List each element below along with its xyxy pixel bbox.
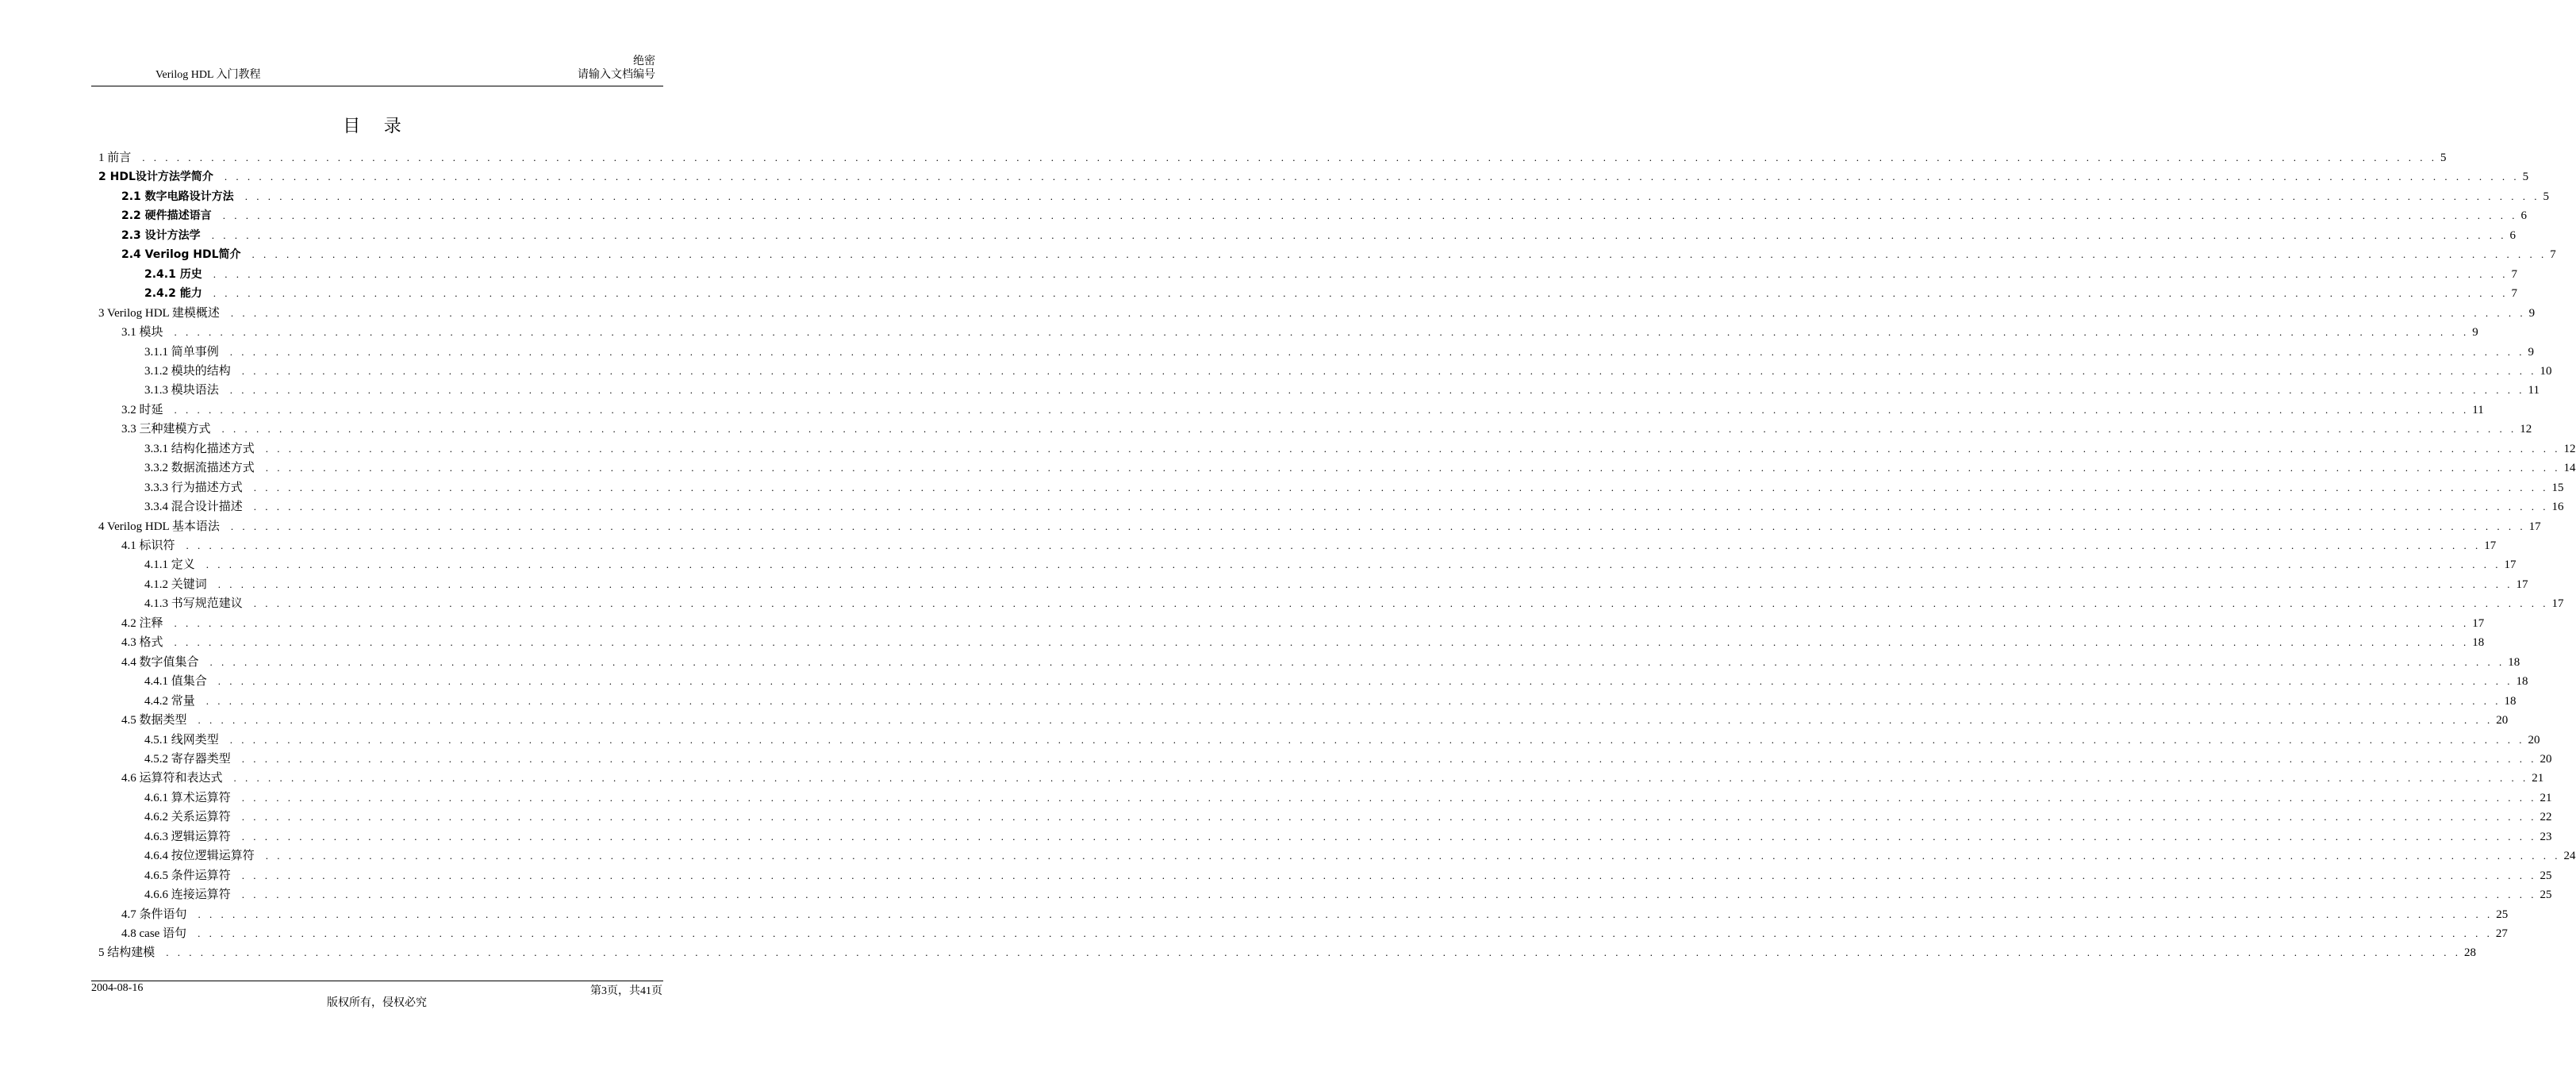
toc-entry-page: 7: [2511, 267, 2517, 281]
toc-entry[interactable]: [144, 786, 2552, 805]
toc-entry-page: 25: [2540, 869, 2552, 882]
toc-entry[interactable]: [121, 766, 2544, 785]
toc-entry[interactable]: [144, 359, 2552, 378]
toc-entry-page: 22: [2540, 811, 2552, 824]
toc-leader-dots: . . . . . . . . . . . . . . . . . . . . . . . . . . . . . . . . . . . . . . . . . . . . . . . . . . . . . . . . . . . . . . . . . . . . . . . . . . . . . . . . . . . . . . . . . . . . . . . . . . . . . . . . . . . . . . . . . . . . . . . . . . . . . . . . . . . . . . . . . . . . . . . . . . . . . . . . . . . . . . . . . . . . . . . . . . . . . . . . . . . . . . . . . . . . . . . . . . . . . . . .: [186, 539, 2482, 551]
toc-entry[interactable]: [144, 456, 2576, 475]
toc-entry[interactable]: [144, 263, 2517, 282]
toc-entry[interactable]: [144, 689, 2516, 708]
toc-leader-dots: . . . . . . . . . . . . . . . . . . . . . . . . . . . . . . . . . . . . . . . . . . . . . . . . . . . . . . . . . . . . . . . . . . . . . . . . . . . . . . . . . . . . . . . . . . . . . . . . . . . . . . . . . . . . . . . . . . . . . . . . . . . . . . . . . . . . . . . . . . . . . . . . . . . . . . . . . . . . . . . . . . . . . . . . . . . . . . . . . . . . . . . . . . . . . . . . . . . . . . . .: [211, 228, 2507, 241]
toc-leader-dots: . . . . . . . . . . . . . . . . . . . . . . . . . . . . . . . . . . . . . . . . . . . . . . . . . . . . . . . . . . . . . . . . . . . . . . . . . . . . . . . . . . . . . . . . . . . . . . . . . . . . . . . . . . . . . . . . . . . . . . . . . . . . . . . . . . . . . . . . . . . . . . . . . . . . . . . . . . . . . . . . . . . . . . . . . . . . . . . . . . . . . . . . . . . . . . . . . . . . . . . .: [253, 481, 2549, 493]
toc-entry-page: 9: [2528, 306, 2536, 320]
toc-entry[interactable]: [144, 670, 2528, 689]
toc-entry-label: 3.1.1 简单事例: [144, 345, 219, 359]
toc-entry-label: 3.1.2 模块的结构: [144, 364, 231, 378]
toc-entry[interactable]: [144, 805, 2552, 824]
toc-entry-page: 5: [2543, 190, 2549, 203]
toc-entry-page: 11: [2528, 384, 2540, 397]
toc-entry-page: 18: [2508, 655, 2520, 669]
toc-entry[interactable]: [121, 903, 2509, 922]
toc-entry-label: 2 HDL设计方法学简介: [98, 171, 213, 184]
toc-entry-label: 3.2 时延: [121, 403, 163, 416]
toc-entry-page: 18: [2516, 675, 2528, 689]
toc-leader-dots: . . . . . . . . . . . . . . . . . . . . . . . . . . . . . . . . . . . . . . . . . . . . . . . . . . . . . . . . . . . . . . . . . . . . . . . . . . . . . . . . . . . . . . . . . . . . . . . . . . . . . . . . . . . . . . . . . . . . . . . . . . . . . . . . . . . . . . . . . . . . . . . . . . . . . . . . . . . . . . . . . . . . . . . . . . . . . . . . . . . . . . . . . . . . . . . . . . . . . . . .: [213, 287, 2509, 300]
toc-leader-dots: . . . . . . . . . . . . . . . . . . . . . . . . . . . . . . . . . . . . . . . . . . . . . . . . . . . . . . . . . . . . . . . . . . . . . . . . . . . . . . . . . . . . . . . . . . . . . . . . . . . . . . . . . . . . . . . . . . . . . . . . . . . . . . . . . . . . . . . . . . . . . . . . . . . . . . . . . . . . . . . . . . . . . . . . . . . . . . . . . . . . . . . . . . . . . . . . . . . . . . . .: [229, 345, 2525, 358]
toc-entry[interactable]: [121, 534, 2497, 553]
toc-entry[interactable]: [121, 320, 2478, 340]
toc-entry-label: 3.3.1 结构化描述方式: [144, 442, 255, 455]
toc-leader-dots: . . . . . . . . . . . . . . . . . . . . . . . . . . . . . . . . . . . . . . . . . . . . . . . . . . . . . . . . . . . . . . . . . . . . . . . . . . . . . . . . . . . . . . . . . . . . . . . . . . . . . . . . . . . . . . . . . . . . . . . . . . . . . . . . . . . . . . . . . . . . . . . . . . . . . . . . . . . . . . . . . . . . . . . . . . . . . . . . . . . . . . . . . . . . . . . . . . . . . . . .: [142, 152, 2438, 163]
toc-entry[interactable]: [144, 437, 2576, 456]
toc-entry-page: 21: [2532, 772, 2544, 785]
footer-copyright: 版权所有，侵权必究: [327, 997, 427, 1009]
toc-entry-label: 4.4.1 值集合: [144, 675, 207, 689]
toc-entry-page: 17: [2516, 578, 2528, 591]
toc-leader-dots: . . . . . . . . . . . . . . . . . . . . . . . . . . . . . . . . . . . . . . . . . . . . . . . . . . . . . . . . . . . . . . . . . . . . . . . . . . . . . . . . . . . . . . . . . . . . . . . . . . . . . . . . . . . . . . . . . . . . . . . . . . . . . . . . . . . . . . . . . . . . . . . . . . . . . . . . . . . . . . . . . . . . . . . . . . . . . . . . . . . . . . . . . . . . . . . . . . . . . . . .: [241, 752, 2537, 765]
toc-entry[interactable]: [144, 573, 2528, 592]
toc-leader-dots: . . . . . . . . . . . . . . . . . . . . . . . . . . . . . . . . . . . . . . . . . . . . . . . . . . . . . . . . . . . . . . . . . . . . . . . . . . . . . . . . . . . . . . . . . . . . . . . . . . . . . . . . . . . . . . . . . . . . . . . . . . . . . . . . . . . . . . . . . . . . . . . . . . . . . . . . . . . . . . . . . . . . . . . . . . . . . . . . . . . . . . . . . . . . . . . . . . . . . . . .: [265, 442, 2561, 455]
toc-entry-page: 21: [2540, 791, 2552, 804]
toc-entry-label: 4.2 注释: [121, 616, 163, 630]
header-classification: 绝密: [633, 56, 655, 67]
toc-leader-dots: . . . . . . . . . . . . . . . . . . . . . . . . . . . . . . . . . . . . . . . . . . . . . . . . . . . . . . . . . . . . . . . . . . . . . . . . . . . . . . . . . . . . . . . . . . . . . . . . . . . . . . . . . . . . . . . . . . . . . . . . . . . . . . . . . . . . . . . . . . . . . . . . . . . . . . . . . . . . . . . . . . . . . . . . . . . . . . . . . . . . . . . . . . . . . . . . . . . . . . . .: [217, 578, 2513, 590]
toc-leader-dots: . . . . . . . . . . . . . . . . . . . . . . . . . . . . . . . . . . . . . . . . . . . . . . . . . . . . . . . . . . . . . . . . . . . . . . . . . . . . . . . . . . . . . . . . . . . . . . . . . . . . . . . . . . . . . . . . . . . . . . . . . . . . . . . . . . . . . . . . . . . . . . . . . . . . . . . . . . . . . . . . . . . . . . . . . . . . . . . . . . . . . . . . . . . . . . . . . . . . . . . .: [241, 791, 2537, 804]
footer-date: 2004-08-16: [91, 982, 144, 994]
toc-leader-dots: . . . . . . . . . . . . . . . . . . . . . . . . . . . . . . . . . . . . . . . . . . . . . . . . . . . . . . . . . . . . . . . . . . . . . . . . . . . . . . . . . . . . . . . . . . . . . . . . . . . . . . . . . . . . . . . . . . . . . . . . . . . . . . . . . . . . . . . . . . . . . . . . . . . . . . . . . . . . . . . . . . . . . . . . . . . . . . . . . . . . . . . . . . . . . . . . . . . . . . . .: [253, 501, 2549, 513]
toc-entry[interactable]: [144, 282, 2517, 301]
toc-entry-page: 17: [2484, 539, 2497, 552]
toc-entry-page: 7: [2511, 287, 2517, 301]
toc-entry-label: 3.3.2 数据流描述方式: [144, 462, 255, 475]
toc-entry-page: 5: [2440, 152, 2447, 164]
toc-entry[interactable]: [144, 883, 2552, 902]
toc-leader-dots: . . . . . . . . . . . . . . . . . . . . . . . . . . . . . . . . . . . . . . . . . . . . . . . . . . . . . . . . . . . . . . . . . . . . . . . . . . . . . . . . . . . . . . . . . . . . . . . . . . . . . . . . . . . . . . . . . . . . . . . . . . . . . . . . . . . . . . . . . . . . . . . . . . . . . . . . . . . . . . . . . . . . . . . . . . . . . . . . . . . . . . . . . . . . . . . . . . . . . . . .: [174, 403, 2470, 416]
toc-leader-dots: . . . . . . . . . . . . . . . . . . . . . . . . . . . . . . . . . . . . . . . . . . . . . . . . . . . . . . . . . . . . . . . . . . . . . . . . . . . . . . . . . . . . . . . . . . . . . . . . . . . . . . . . . . . . . . . . . . . . . . . . . . . . . . . . . . . . . . . . . . . . . . . . . . . . . . . . . . . . . . . . . . . . . . . . . . . . . . . . . . . . . . . . . . . . . . . . . . . . . . . .: [253, 597, 2549, 610]
toc-leader-dots: . . . . . . . . . . . . . . . . . . . . . . . . . . . . . . . . . . . . . . . . . . . . . . . . . . . . . . . . . . . . . . . . . . . . . . . . . . . . . . . . . . . . . . . . . . . . . . . . . . . . . . . . . . . . . . . . . . . . . . . . . . . . . . . . . . . . . . . . . . . . . . . . . . . . . . . . . . . . . . . . . . . . . . . . . . . . . . . . . . . . . . . . . . . . . . . . . . . . . . . .: [229, 384, 2525, 397]
toc-entry-label: 2.1 数字电路设计方法: [121, 190, 234, 203]
toc-entry[interactable]: [121, 417, 2532, 436]
toc-entry-label: 4.1.2 关键词: [144, 578, 207, 591]
toc-entry-page: 15: [2551, 481, 2564, 494]
toc-entry-page: 6: [2520, 209, 2527, 223]
toc-entry-page: 20: [2528, 733, 2540, 747]
toc-entry[interactable]: [121, 398, 2484, 417]
toc-entry-page: 18: [2472, 636, 2485, 650]
toc-entry-label: 2.4.1 历史: [144, 267, 202, 281]
toc-entry-label: 4.5 数据类型: [121, 714, 187, 727]
toc-entry-label: 4.4.2 常量: [144, 694, 195, 708]
toc-leader-dots: . . . . . . . . . . . . . . . . . . . . . . . . . . . . . . . . . . . . . . . . . . . . . . . . . . . . . . . . . . . . . . . . . . . . . . . . . . . . . . . . . . . . . . . . . . . . . . . . . . . . . . . . . . . . . . . . . . . . . . . . . . . . . . . . . . . . . . . . . . . . . . . . . . . . . . . . . . . . . . . . . . . . . . . . . . . . . . . . . . . . . . . . . . . . . . . . . . . . . . . .: [198, 927, 2493, 939]
toc-entry-page: 10: [2540, 364, 2552, 378]
toc-entry-label: 4.5.1 线网类型: [144, 733, 219, 747]
toc-entry-page: 23: [2540, 830, 2552, 843]
toc-entry-label: 3.1 模块: [121, 326, 163, 340]
toc-entry-label: 4.6.5 条件运算符: [144, 869, 231, 882]
toc-entry-label: 4.6.3 逻辑运算符: [144, 830, 231, 843]
toc-entry[interactable]: [144, 728, 2540, 747]
toc-entry-page: 25: [2540, 889, 2552, 902]
toc-entry[interactable]: [121, 631, 2485, 650]
toc-leader-dots: . . . . . . . . . . . . . . . . . . . . . . . . . . . . . . . . . . . . . . . . . . . . . . . . . . . . . . . . . . . . . . . . . . . . . . . . . . . . . . . . . . . . . . . . . . . . . . . . . . . . . . . . . . . . . . . . . . . . . . . . . . . . . . . . . . . . . . . . . . . . . . . . . . . . . . . . . . . . . . . . . . . . . . . . . . . . . . . . . . . . . . . . . . . . . . . . . . . . . . . .: [265, 462, 2561, 474]
toc-leader-dots: . . . . . . . . . . . . . . . . . . . . . . . . . . . . . . . . . . . . . . . . . . . . . . . . . . . . . . . . . . . . . . . . . . . . . . . . . . . . . . . . . . . . . . . . . . . . . . . . . . . . . . . . . . . . . . . . . . . . . . . . . . . . . . . . . . . . . . . . . . . . . . . . . . . . . . . . . . . . . . . . . . . . . . . . . . . . . . . . . . . . . . . . . . . . . . . . . . . . . . . .: [221, 423, 2517, 436]
toc-entry[interactable]: [121, 185, 2549, 204]
toc-leader-dots: . . . . . . . . . . . . . . . . . . . . . . . . . . . . . . . . . . . . . . . . . . . . . . . . . . . . . . . . . . . . . . . . . . . . . . . . . . . . . . . . . . . . . . . . . . . . . . . . . . . . . . . . . . . . . . . . . . . . . . . . . . . . . . . . . . . . . . . . . . . . . . . . . . . . . . . . . . . . . . . . . . . . . . . . . . . . . . . . . . . . . . . . . . . . . . . . . . . . . . . .: [224, 171, 2520, 183]
toc-entry[interactable]: [121, 708, 2509, 727]
toc-entry-page: 9: [2528, 345, 2535, 359]
toc-leader-dots: . . . . . . . . . . . . . . . . . . . . . . . . . . . . . . . . . . . . . . . . . . . . . . . . . . . . . . . . . . . . . . . . . . . . . . . . . . . . . . . . . . . . . . . . . . . . . . . . . . . . . . . . . . . . . . . . . . . . . . . . . . . . . . . . . . . . . . . . . . . . . . . . . . . . . . . . . . . . . . . . . . . . . . . . . . . . . . . . . . . . . . . . . . . . . . . . . . . . . . . .: [241, 830, 2537, 842]
toc-leader-dots: . . . . . . . . . . . . . . . . . . . . . . . . . . . . . . . . . . . . . . . . . . . . . . . . . . . . . . . . . . . . . . . . . . . . . . . . . . . . . . . . . . . . . . . . . . . . . . . . . . . . . . . . . . . . . . . . . . . . . . . . . . . . . . . . . . . . . . . . . . . . . . . . . . . . . . . . . . . . . . . . . . . . . . . . . . . . . . . . . . . . . . . . . . . . . . . . . . . . . . . .: [241, 869, 2537, 881]
toc-entry[interactable]: [144, 825, 2552, 844]
toc-entry[interactable]: [121, 204, 2527, 223]
toc-entry[interactable]: [144, 592, 2564, 611]
toc-entry-label: 3 Verilog HDL 建模概述: [98, 306, 220, 320]
toc-leader-dots: . . . . . . . . . . . . . . . . . . . . . . . . . . . . . . . . . . . . . . . . . . . . . . . . . . . . . . . . . . . . . . . . . . . . . . . . . . . . . . . . . . . . . . . . . . . . . . . . . . . . . . . . . . . . . . . . . . . . . . . . . . . . . . . . . . . . . . . . . . . . . . . . . . . . . . . . . . . . . . . . . . . . . . . . . . . . . . . . . . . . . . . . . . . . . . . . . . . . . . . .: [198, 908, 2493, 920]
toc-entry-label: 4.5.2 寄存器类型: [144, 752, 231, 766]
toc-entry[interactable]: [144, 378, 2540, 397]
toc-entry-page: 14: [2563, 462, 2576, 475]
toc-entry-page: 27: [2495, 927, 2508, 940]
toc-entry-label: 2.3 设计方法学: [121, 228, 201, 242]
toc-entry[interactable]: [144, 864, 2552, 883]
toc-entry-label: 4.6.2 关系运算符: [144, 811, 231, 824]
toc-entry-page: 18: [2504, 694, 2516, 708]
toc-entry[interactable]: [144, 476, 2564, 495]
toc-leader-dots: . . . . . . . . . . . . . . . . . . . . . . . . . . . . . . . . . . . . . . . . . . . . . . . . . . . . . . . . . . . . . . . . . . . . . . . . . . . . . . . . . . . . . . . . . . . . . . . . . . . . . . . . . . . . . . . . . . . . . . . . . . . . . . . . . . . . . . . . . . . . . . . . . . . . . . . . . . . . . . . . . . . . . . . . . . . . . . . . . . . . . . . . . . . . . . . . . . . . . . . .: [198, 714, 2493, 727]
toc-entry[interactable]: [144, 747, 2552, 766]
toc-entry-label: 4.6.6 连接运算符: [144, 889, 231, 902]
toc-entry-label: 4.3 格式: [121, 636, 163, 650]
toc-entry-label: 4.6 运算符和表达式: [121, 772, 223, 785]
toc-leader-dots: . . . . . . . . . . . . . . . . . . . . . . . . . . . . . . . . . . . . . . . . . . . . . . . . . . . . . . . . . . . . . . . . . . . . . . . . . . . . . . . . . . . . . . . . . . . . . . . . . . . . . . . . . . . . . . . . . . . . . . . . . . . . . . . . . . . . . . . . . . . . . . . . . . . . . . . . . . . . . . . . . . . . . . . . . . . . . . . . . . . . . . . . . . . . . . . . . . . . . . . .: [241, 811, 2537, 823]
toc-entry-page: 24: [2563, 850, 2576, 863]
toc-entry-label: 3.3.4 混合设计描述: [144, 501, 243, 514]
toc-leader-dots: . . . . . . . . . . . . . . . . . . . . . . . . . . . . . . . . . . . . . . . . . . . . . . . . . . . . . . . . . . . . . . . . . . . . . . . . . . . . . . . . . . . . . . . . . . . . . . . . . . . . . . . . . . . . . . . . . . . . . . . . . . . . . . . . . . . . . . . . . . . . . . . . . . . . . . . . . . . . . . . . . . . . . . . . . . . . . . . . . . . . . . . . . . . . . . . . . . . . . . . .: [209, 655, 2505, 668]
toc-entry-label: 3.3.3 行为描述方式: [144, 481, 243, 494]
toc-leader-dots: . . . . . . . . . . . . . . . . . . . . . . . . . . . . . . . . . . . . . . . . . . . . . . . . . . . . . . . . . . . . . . . . . . . . . . . . . . . . . . . . . . . . . . . . . . . . . . . . . . . . . . . . . . . . . . . . . . . . . . . . . . . . . . . . . . . . . . . . . . . . . . . . . . . . . . . . . . . . . . . . . . . . . . . . . . . . . . . . . . . . . . . . . . . . . . . . . . . . . . . .: [166, 946, 2462, 959]
toc-entry-label: 4.1.3 书写规范建议: [144, 597, 243, 611]
toc-leader-dots: . . . . . . . . . . . . . . . . . . . . . . . . . . . . . . . . . . . . . . . . . . . . . . . . . . . . . . . . . . . . . . . . . . . . . . . . . . . . . . . . . . . . . . . . . . . . . . . . . . . . . . . . . . . . . . . . . . . . . . . . . . . . . . . . . . . . . . . . . . . . . . . . . . . . . . . . . . . . . . . . . . . . . . . . . . . . . . . . . . . . . . . . . . . . . . . . . . . . . . . .: [205, 558, 2501, 571]
toc-entry-page: 28: [2464, 946, 2477, 960]
toc-entry[interactable]: [144, 844, 2576, 863]
toc-entry-page: 16: [2551, 501, 2564, 514]
toc-entry[interactable]: [121, 922, 2508, 941]
toc-entry-page: 12: [2563, 442, 2576, 455]
toc-leader-dots: . . . . . . . . . . . . . . . . . . . . . . . . . . . . . . . . . . . . . . . . . . . . . . . . . . . . . . . . . . . . . . . . . . . . . . . . . . . . . . . . . . . . . . . . . . . . . . . . . . . . . . . . . . . . . . . . . . . . . . . . . . . . . . . . . . . . . . . . . . . . . . . . . . . . . . . . . . . . . . . . . . . . . . . . . . . . . . . . . . . . . . . . . . . . . . . . . . . . . . . .: [222, 209, 2518, 222]
toc-leader-dots: . . . . . . . . . . . . . . . . . . . . . . . . . . . . . . . . . . . . . . . . . . . . . . . . . . . . . . . . . . . . . . . . . . . . . . . . . . . . . . . . . . . . . . . . . . . . . . . . . . . . . . . . . . . . . . . . . . . . . . . . . . . . . . . . . . . . . . . . . . . . . . . . . . . . . . . . . . . . . . . . . . . . . . . . . . . . . . . . . . . . . . . . . . . . . . . . . . . . . . . .: [265, 850, 2561, 862]
toc-entry-label: 3.3 三种建模方式: [121, 423, 211, 436]
toc-entry-page: 17: [2472, 616, 2485, 630]
toc-entry-page: 12: [2520, 423, 2532, 436]
toc-entry-page: 17: [2528, 520, 2541, 533]
toc-leader-dots: . . . . . . . . . . . . . . . . . . . . . . . . . . . . . . . . . . . . . . . . . . . . . . . . . . . . . . . . . . . . . . . . . . . . . . . . . . . . . . . . . . . . . . . . . . . . . . . . . . . . . . . . . . . . . . . . . . . . . . . . . . . . . . . . . . . . . . . . . . . . . . . . . . . . . . . . . . . . . . . . . . . . . . . . . . . . . . . . . . . . . . . . . . . . . . . . . . . . . . . .: [233, 772, 2529, 785]
toc-entry[interactable]: [98, 165, 2529, 184]
toc-leader-dots: . . . . . . . . . . . . . . . . . . . . . . . . . . . . . . . . . . . . . . . . . . . . . . . . . . . . . . . . . . . . . . . . . . . . . . . . . . . . . . . . . . . . . . . . . . . . . . . . . . . . . . . . . . . . . . . . . . . . . . . . . . . . . . . . . . . . . . . . . . . . . . . . . . . . . . . . . . . . . . . . . . . . . . . . . . . . . . . . . . . . . . . . . . . . . . . . . . . . . . . .: [241, 889, 2537, 901]
toc-entry[interactable]: [121, 612, 2485, 631]
toc-entry-label: 1 前言: [98, 152, 132, 164]
toc-leader-dots: . . . . . . . . . . . . . . . . . . . . . . . . . . . . . . . . . . . . . . . . . . . . . . . . . . . . . . . . . . . . . . . . . . . . . . . . . . . . . . . . . . . . . . . . . . . . . . . . . . . . . . . . . . . . . . . . . . . . . . . . . . . . . . . . . . . . . . . . . . . . . . . . . . . . . . . . . . . . . . . . . . . . . . . . . . . . . . . . . . . . . . . . . . . . . . . . . . . . . . . .: [251, 248, 2547, 261]
toc-entry-page: 11: [2472, 403, 2484, 416]
toc-entry-label: 2.4 Verilog HDL简介: [121, 248, 241, 262]
toc-leader-dots: . . . . . . . . . . . . . . . . . . . . . . . . . . . . . . . . . . . . . . . . . . . . . . . . . . . . . . . . . . . . . . . . . . . . . . . . . . . . . . . . . . . . . . . . . . . . . . . . . . . . . . . . . . . . . . . . . . . . . . . . . . . . . . . . . . . . . . . . . . . . . . . . . . . . . . . . . . . . . . . . . . . . . . . . . . . . . . . . . . . . . . . . . . . . . . . . . . . . . . . .: [213, 267, 2509, 280]
toc-entry-label: 4.1 标识符: [121, 539, 175, 552]
toc-leader-dots: . . . . . . . . . . . . . . . . . . . . . . . . . . . . . . . . . . . . . . . . . . . . . . . . . . . . . . . . . . . . . . . . . . . . . . . . . . . . . . . . . . . . . . . . . . . . . . . . . . . . . . . . . . . . . . . . . . . . . . . . . . . . . . . . . . . . . . . . . . . . . . . . . . . . . . . . . . . . . . . . . . . . . . . . . . . . . . . . . . . . . . . . . . . . . . . . . . . . . . . .: [174, 636, 2470, 649]
toc-entry-label: 3.1.3 模块语法: [144, 384, 219, 397]
toc-entry-page: 17: [2504, 558, 2516, 572]
toc-leader-dots: . . . . . . . . . . . . . . . . . . . . . . . . . . . . . . . . . . . . . . . . . . . . . . . . . . . . . . . . . . . . . . . . . . . . . . . . . . . . . . . . . . . . . . . . . . . . . . . . . . . . . . . . . . . . . . . . . . . . . . . . . . . . . . . . . . . . . . . . . . . . . . . . . . . . . . . . . . . . . . . . . . . . . . . . . . . . . . . . . . . . . . . . . . . . . . . . . . . . . . . .: [230, 520, 2526, 532]
toc-entry-label: 4.7 条件语句: [121, 908, 187, 921]
toc-entry-page: 6: [2509, 228, 2516, 242]
toc-leader-dots: . . . . . . . . . . . . . . . . . . . . . . . . . . . . . . . . . . . . . . . . . . . . . . . . . . . . . . . . . . . . . . . . . . . . . . . . . . . . . . . . . . . . . . . . . . . . . . . . . . . . . . . . . . . . . . . . . . . . . . . . . . . . . . . . . . . . . . . . . . . . . . . . . . . . . . . . . . . . . . . . . . . . . . . . . . . . . . . . . . . . . . . . . . . . . . . . . . . . . . . .: [174, 616, 2470, 629]
toc-entry-page: 20: [2540, 752, 2552, 766]
toc-leader-dots: . . . . . . . . . . . . . . . . . . . . . . . . . . . . . . . . . . . . . . . . . . . . . . . . . . . . . . . . . . . . . . . . . . . . . . . . . . . . . . . . . . . . . . . . . . . . . . . . . . . . . . . . . . . . . . . . . . . . . . . . . . . . . . . . . . . . . . . . . . . . . . . . . . . . . . . . . . . . . . . . . . . . . . . . . . . . . . . . . . . . . . . . . . . . . . . . . . . . . . . .: [244, 190, 2540, 202]
toc-entry-page: 20: [2496, 714, 2509, 727]
toc-entry[interactable]: [98, 146, 2447, 165]
header-doc-title: Verilog HDL 入门教程: [155, 69, 261, 81]
toc-entry-label: 4.4 数字值集合: [121, 655, 199, 669]
toc-entry[interactable]: [98, 515, 2541, 534]
toc-entry[interactable]: [144, 495, 2564, 514]
toc-leader-dots: . . . . . . . . . . . . . . . . . . . . . . . . . . . . . . . . . . . . . . . . . . . . . . . . . . . . . . . . . . . . . . . . . . . . . . . . . . . . . . . . . . . . . . . . . . . . . . . . . . . . . . . . . . . . . . . . . . . . . . . . . . . . . . . . . . . . . . . . . . . . . . . . . . . . . . . . . . . . . . . . . . . . . . . . . . . . . . . . . . . . . . . . . . . . . . . . . . . . . . . .: [174, 326, 2470, 339]
toc-entry-page: 5: [2522, 171, 2529, 184]
toc-entry[interactable]: [98, 301, 2536, 320]
toc-entry[interactable]: [121, 224, 2516, 243]
footer-page-info: 第3页，共41页: [590, 985, 662, 997]
toc-entry-label: 5 结构建模: [98, 946, 155, 960]
toc-entry-label: 2.2 硬件描述语言: [121, 209, 212, 223]
toc-leader-dots: . . . . . . . . . . . . . . . . . . . . . . . . . . . . . . . . . . . . . . . . . . . . . . . . . . . . . . . . . . . . . . . . . . . . . . . . . . . . . . . . . . . . . . . . . . . . . . . . . . . . . . . . . . . . . . . . . . . . . . . . . . . . . . . . . . . . . . . . . . . . . . . . . . . . . . . . . . . . . . . . . . . . . . . . . . . . . . . . . . . . . . . . . . . . . . . . . . . . . . . .: [229, 733, 2525, 746]
toc-entry-page: 9: [2472, 326, 2478, 340]
toc-entry-label: 4.6.1 算术运算符: [144, 791, 231, 804]
toc-entry-label: 4.6.4 按位逻辑运算符: [144, 850, 255, 863]
toc-entry[interactable]: [144, 553, 2516, 572]
toc-entry-page: 25: [2496, 908, 2509, 921]
toc-leader-dots: . . . . . . . . . . . . . . . . . . . . . . . . . . . . . . . . . . . . . . . . . . . . . . . . . . . . . . . . . . . . . . . . . . . . . . . . . . . . . . . . . . . . . . . . . . . . . . . . . . . . . . . . . . . . . . . . . . . . . . . . . . . . . . . . . . . . . . . . . . . . . . . . . . . . . . . . . . . . . . . . . . . . . . . . . . . . . . . . . . . . . . . . . . . . . . . . . . . . . . . .: [230, 306, 2526, 319]
toc-leader-dots: . . . . . . . . . . . . . . . . . . . . . . . . . . . . . . . . . . . . . . . . . . . . . . . . . . . . . . . . . . . . . . . . . . . . . . . . . . . . . . . . . . . . . . . . . . . . . . . . . . . . . . . . . . . . . . . . . . . . . . . . . . . . . . . . . . . . . . . . . . . . . . . . . . . . . . . . . . . . . . . . . . . . . . . . . . . . . . . . . . . . . . . . . . . . . . . . . . . . . . . .: [217, 675, 2513, 688]
toc-entry-label: 4 Verilog HDL 基本语法: [98, 520, 220, 533]
toc-entry[interactable]: [144, 340, 2535, 359]
toc-title: 目 录: [343, 116, 411, 136]
toc-entry[interactable]: [121, 651, 2520, 670]
header-doc-number: 请输入文档编号: [578, 69, 655, 81]
toc-leader-dots: . . . . . . . . . . . . . . . . . . . . . . . . . . . . . . . . . . . . . . . . . . . . . . . . . . . . . . . . . . . . . . . . . . . . . . . . . . . . . . . . . . . . . . . . . . . . . . . . . . . . . . . . . . . . . . . . . . . . . . . . . . . . . . . . . . . . . . . . . . . . . . . . . . . . . . . . . . . . . . . . . . . . . . . . . . . . . . . . . . . . . . . . . . . . . . . . . . . . . . . .: [205, 694, 2501, 707]
toc-leader-dots: . . . . . . . . . . . . . . . . . . . . . . . . . . . . . . . . . . . . . . . . . . . . . . . . . . . . . . . . . . . . . . . . . . . . . . . . . . . . . . . . . . . . . . . . . . . . . . . . . . . . . . . . . . . . . . . . . . . . . . . . . . . . . . . . . . . . . . . . . . . . . . . . . . . . . . . . . . . . . . . . . . . . . . . . . . . . . . . . . . . . . . . . . . . . . . . . . . . . . . . .: [241, 364, 2537, 377]
toc-entry-page: 17: [2551, 597, 2564, 611]
toc-entry-label: 4.8 case 语句: [121, 927, 187, 940]
toc-entry[interactable]: [121, 243, 2556, 262]
toc-entry-page: 7: [2550, 248, 2556, 262]
toc-entry-label: 2.4.2 能力: [144, 287, 202, 301]
toc-entry-label: 4.1.1 定义: [144, 558, 195, 572]
toc-entry[interactable]: [98, 941, 2477, 960]
